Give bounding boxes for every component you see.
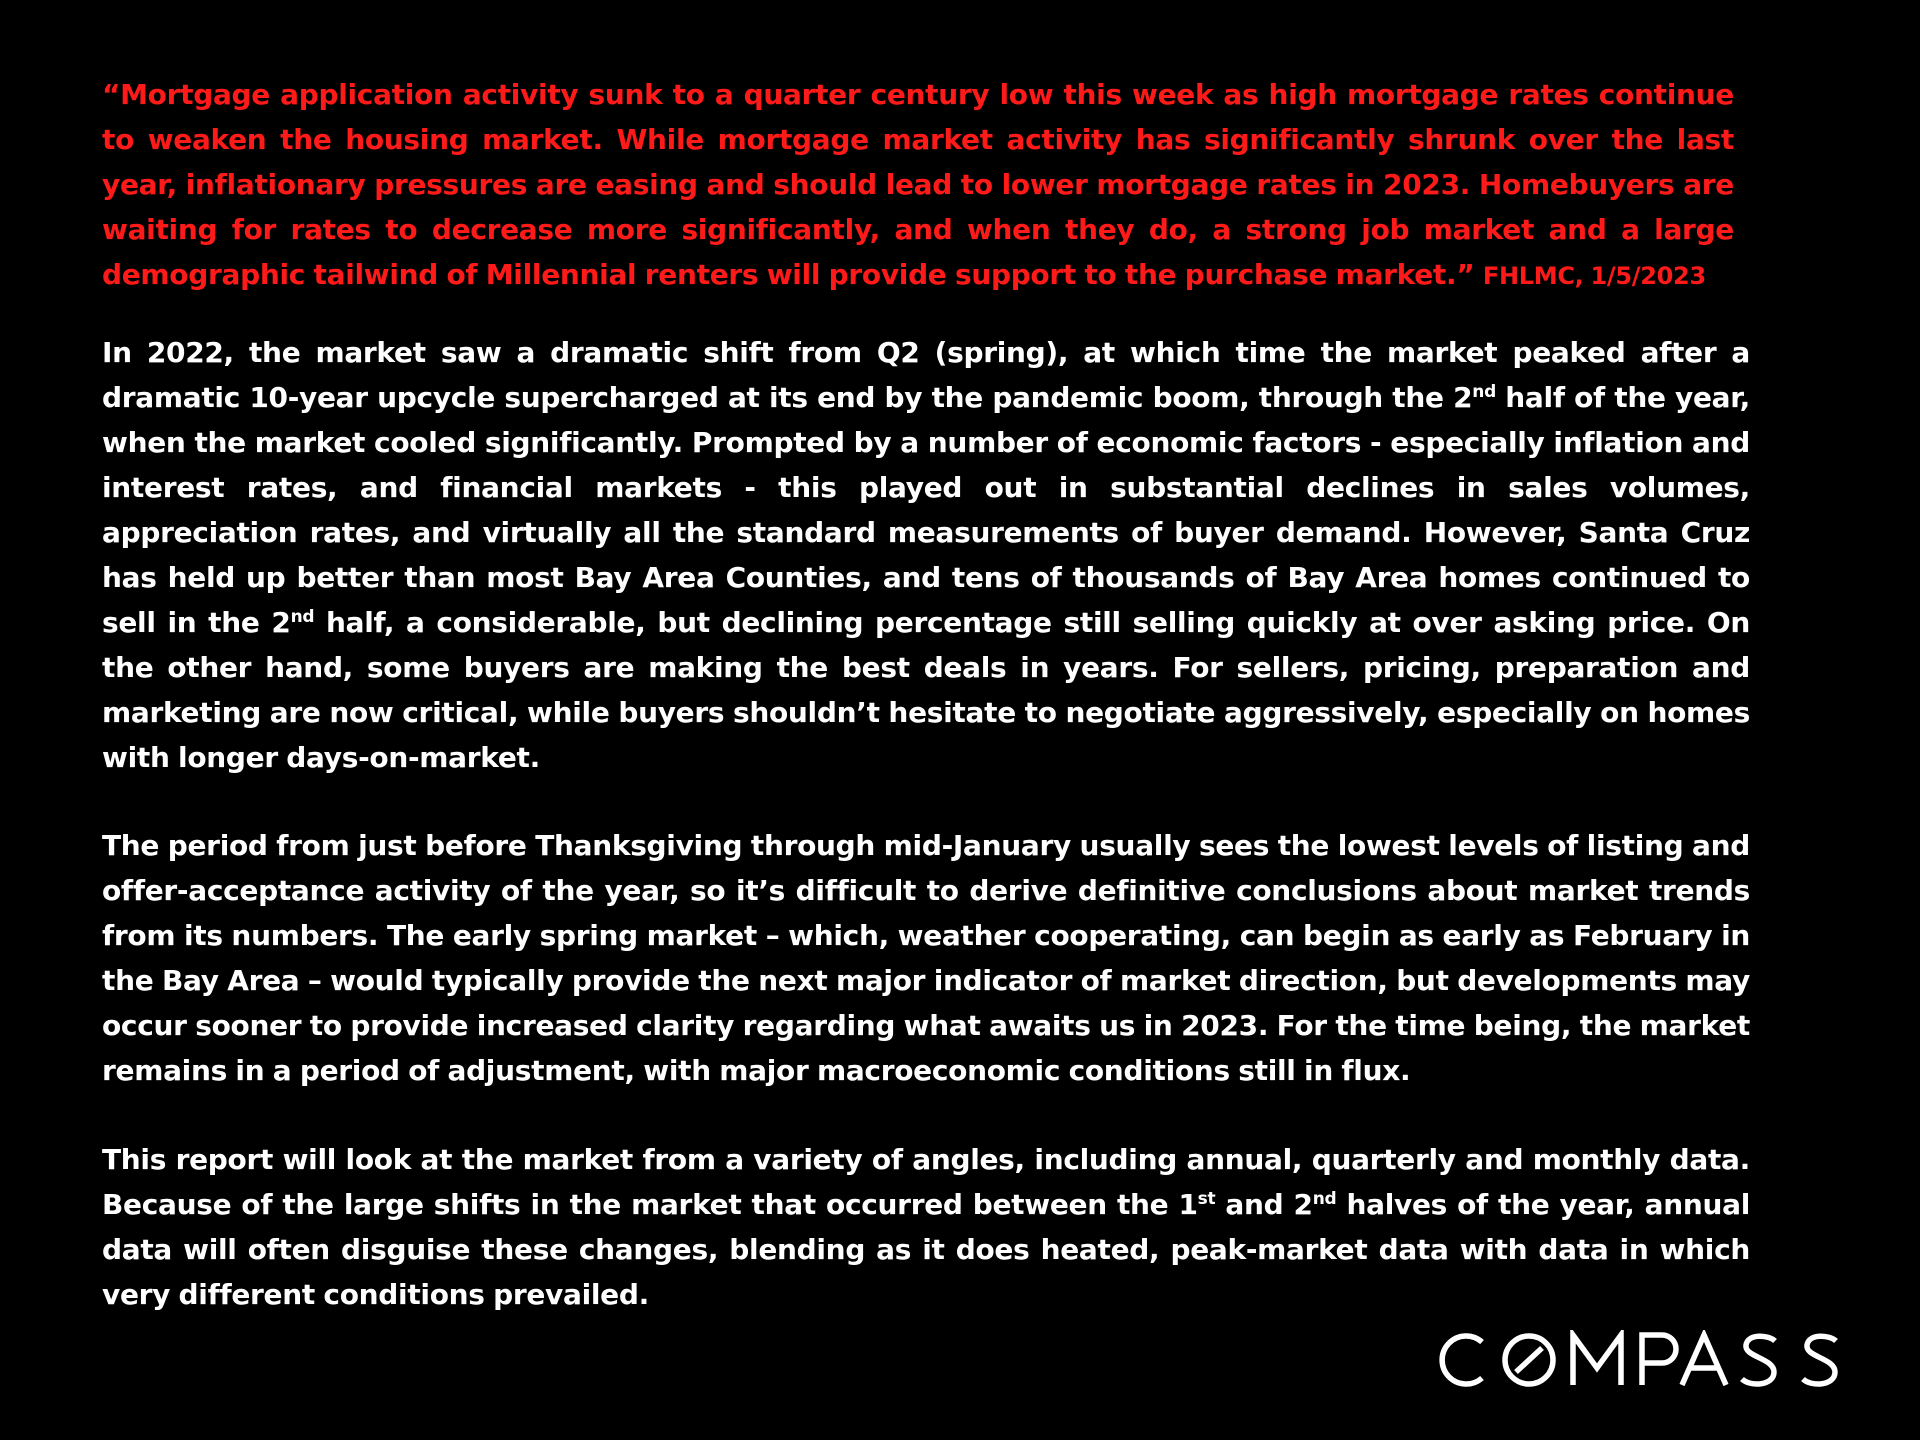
paragraph-seasonal-outlook [102, 823, 1750, 1093]
quote-text: “Mortgage application activity sunk to a quarter century low this week as high mortgage rates continue to weaken the housing market. While mortgage market activity has significantly shrunk over the last year, inflationary pressures are easing and should lead to lower mortgage rates in 2023. Homebuyers are waiting for rates to decrease more significantly, and when they do, a strong job market and a large demographic tailwind of Millennial renters will provide support to the purchase market.” [102, 78, 1734, 291]
ordinal-suffix: nd [1312, 1189, 1337, 1209]
paragraph-report-scope [102, 1137, 1750, 1317]
ordinal-suffix: nd [1472, 382, 1496, 402]
paragraph-text: half, a considerable, but declining percentage still selling quickly at over asking price. On the other hand, some buyers are making the best deals in years. For sellers, pricing, preparation and marketing are now critical, while buyers shouldn’t hesitate to negotiate aggressively, especially on homes with longer days-on-market. [102, 606, 1750, 774]
quote-citation: FHLMC, 1/5/2023 [1482, 262, 1706, 290]
paragraph-text: halves of the year, annual data will often disguise these changes, blending as it does heated, peak-market data with data in which very different conditions prevailed. [102, 1188, 1751, 1311]
market-quote [102, 72, 1734, 299]
ordinal-suffix: st [1197, 1189, 1216, 1209]
paragraph-text: The period from just before Thanksgiving through mid-January usually sees the lowest levels of listing and offer-acceptance activity of the year, so it’s difficult to derive definitive conclusions about market trends from its numbers. The early spring market – which, weather cooperating, can begin as early as February in the Bay Area – would typically provide the next major indicator of market direction, but developments may occur sooner to provide increased clarity regarding what awaits us in 2023. For the time being, the market remains in a period of adjustment, with major macroeconomic conditions still in flux. [102, 829, 1750, 1087]
compass-logo-icon [1436, 1330, 1846, 1390]
ordinal-suffix: nd [290, 607, 315, 627]
logo-text: COMPASS [1436, 1330, 1442, 1331]
paragraph-text: half of the year, when the market cooled significantly. Prompted by a number of economic factors - especially inflation and interest rates, and financial markets - this played out in substantial declines in sales volumes, appreciation rates, and virtually all the standard measurements of buyer demand. However, Santa Cruz has held up better than most Bay Area Counties, and tens of thousands of Bay Area homes continued to sell in the 2 [102, 381, 1750, 639]
paragraph-market-overview [102, 330, 1750, 780]
paragraph-text: This report will look at the market from a variety of angles, including annual, quarterly and monthly data. Because of the large shifts in the market that occurred between the 1 [102, 1143, 1750, 1221]
paragraph-text: In 2022, the market saw a dramatic shift from Q2 (spring), at which time the market peaked after a dramatic 10-year upcycle supercharged at its end by the pandemic boom, through the 2 [102, 336, 1750, 414]
paragraph-text: and 2 [1215, 1188, 1313, 1221]
